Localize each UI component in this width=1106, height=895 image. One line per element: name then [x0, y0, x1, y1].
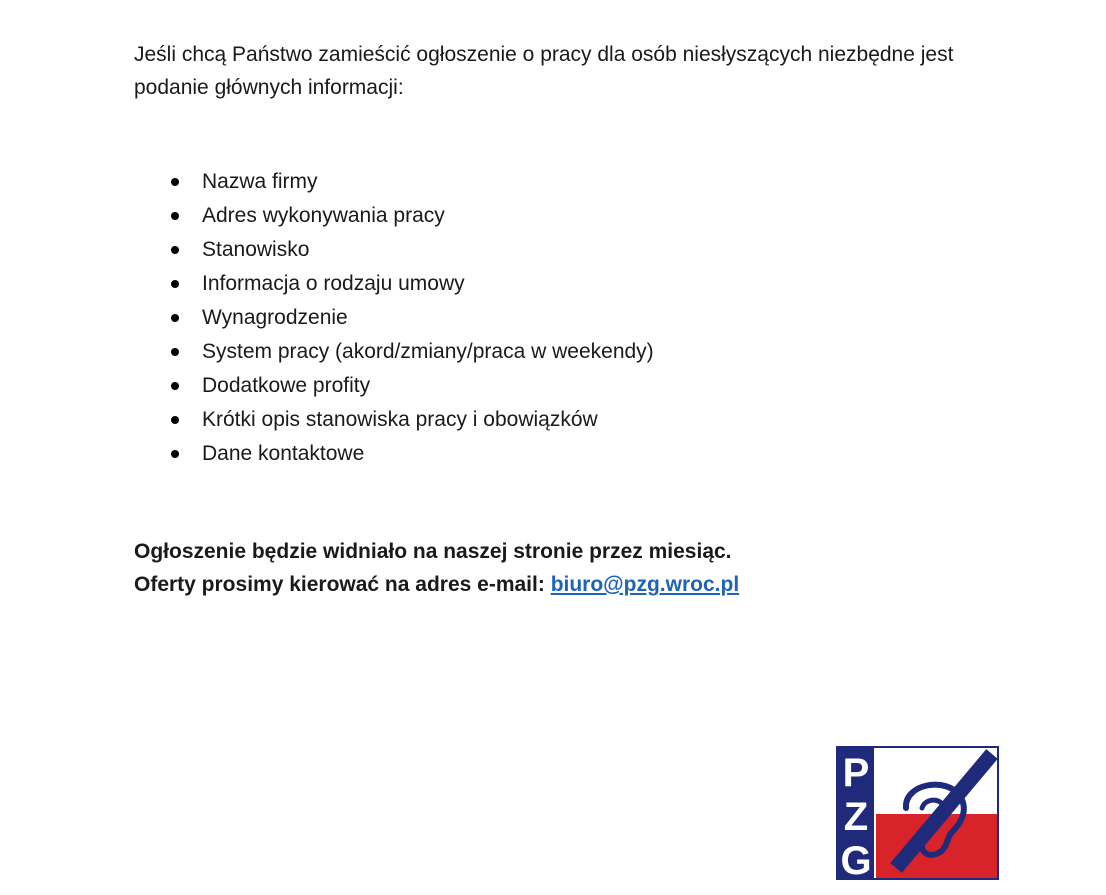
list-item-label: Stanowisko: [202, 238, 310, 261]
list-item-label: Dodatkowe profity: [202, 374, 371, 397]
list-item: [168, 233, 654, 267]
list-item-label: Adres wykonywania pracy: [202, 204, 445, 227]
logo-letter-z: Z: [843, 795, 869, 839]
list-item: [168, 199, 654, 233]
bullet-icon: [171, 382, 179, 390]
list-item-label: Wynagrodzenie: [202, 306, 348, 329]
list-item: [168, 267, 654, 301]
list-item: [168, 369, 654, 403]
bullet-icon: [171, 348, 179, 356]
list-item-label: Dane kontaktowe: [202, 442, 365, 465]
list-item-label: System pracy (akord/zmiany/praca w weekendy): [202, 340, 654, 363]
bullet-icon: [171, 314, 179, 322]
list-item-label: Nazwa firmy: [202, 170, 318, 193]
footer-notice: [134, 535, 1014, 601]
logo-letter-p: P: [842, 751, 870, 795]
email-link[interactable]: biuro@pzg.wroc.pl: [550, 573, 740, 596]
duration-notice: Ogłoszenie będzie widniało na naszej stronie przez miesiąc.: [134, 540, 732, 563]
bullet-icon: [171, 178, 179, 186]
contact-line: [134, 568, 1014, 601]
list-item-label: Informacja o rodzaju umowy: [202, 272, 465, 295]
intro-paragraph: Jeśli chcą Państwo zamieścić ogłoszenie o pracy dla osób niesłyszących niezbędne jest podanie głównych informacji:: [134, 43, 954, 99]
bullet-icon: [171, 212, 179, 220]
bullet-icon: [171, 450, 179, 458]
bullet-icon: [171, 280, 179, 288]
requirements-list: [168, 165, 654, 471]
list-item-label: Krótki opis stanowiska pracy i obowiązków: [202, 408, 598, 431]
list-item: [168, 403, 654, 437]
list-item: [168, 165, 654, 199]
list-item: [168, 301, 654, 335]
list-item: [168, 335, 654, 369]
contact-prefix: Oferty prosimy kierować na adres e-mail:: [134, 573, 545, 596]
list-item: [168, 437, 654, 471]
bullet-icon: [171, 246, 179, 254]
pzg-logo: [836, 746, 999, 880]
logo-letter-g: G: [840, 839, 872, 880]
bullet-icon: [171, 416, 179, 424]
